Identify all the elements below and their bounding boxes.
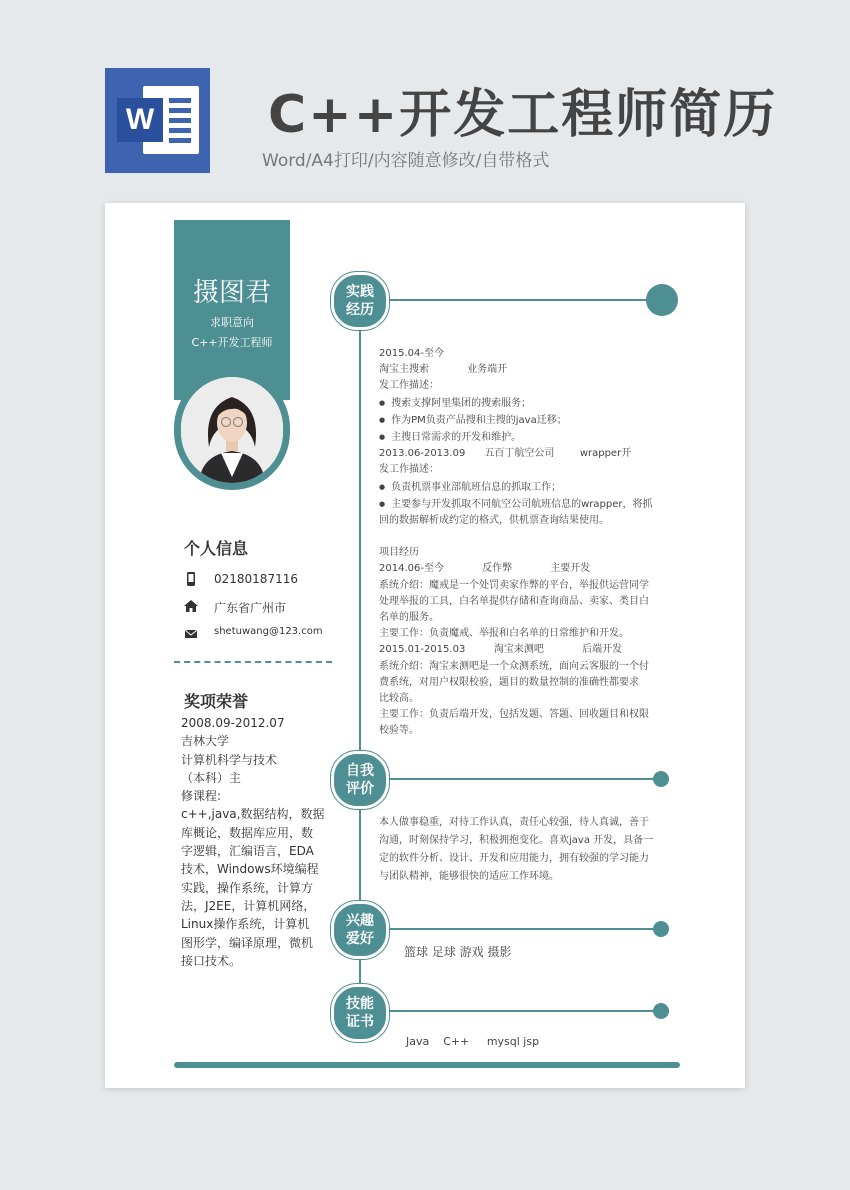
badge-line: 爱好: [346, 931, 374, 947]
experience-line: 2015.01-2015.03 淘宝来测吧 后端开发: [379, 644, 623, 656]
skills-dot: [653, 1003, 669, 1019]
self-eval-dot: [653, 771, 669, 787]
hobbies-rule: [385, 928, 655, 930]
section-divider: [174, 661, 332, 663]
experience-line: 发工作描述：: [379, 464, 439, 476]
experience-line: 主要工作：负责后端开发，包括发题、答题、回收题目和权限: [379, 709, 649, 721]
badge-line: 实践: [346, 284, 374, 300]
experience-line: ● 主要参与开发抓取不同航空公司航班信息的wrapper，将抓: [379, 496, 674, 513]
self-eval-badge: [331, 751, 389, 809]
awards-line: 实践，操作系统，计算方: [181, 880, 314, 895]
self-eval-rule: [385, 778, 655, 780]
experience-line: [379, 529, 674, 545]
awards-line: 2008.09-2012.07: [181, 716, 285, 730]
job-intent-label: 求职意向: [210, 316, 254, 329]
badge-line: 兴趣: [346, 913, 374, 929]
address-text: 广东省广州市: [214, 601, 287, 615]
experience-line: 系统介绍：魔戒是一个处罚卖家作弊的平台，举报供运营同学: [379, 579, 649, 591]
avatar: [181, 377, 283, 483]
experience-line: 校验等。: [379, 725, 419, 737]
job-intent-value: C++开发工程师: [191, 336, 273, 349]
awards-line: 接口技术。: [181, 953, 242, 968]
hobbies-dot: [653, 921, 669, 937]
self-eval-line: 沟通，时刻保持学习，积极拥抱变化。喜欢java 开发，具备一: [379, 835, 654, 846]
self-eval-text: [379, 814, 674, 886]
phone-icon: [184, 572, 198, 586]
experience-line: 2013.06-2013.09 五百丁航空公司 wrapper开: [379, 448, 632, 460]
experience-line: ● 负责机票事业部航班信息的抓取工作；: [379, 479, 674, 496]
personal-info-heading: 个人信息: [184, 539, 249, 558]
experience-line: 比较高。: [379, 693, 419, 705]
candidate-name: 摄图君: [192, 278, 271, 308]
experience-line: 处理举报的工具，白名单提供存储和查询商品、卖家、类目白: [379, 595, 649, 607]
experience-line: 主要工作：负责魔戒、举报和白名单的日常维护和开发。: [379, 628, 629, 640]
awards-line: c++,java,数据结构，数据: [181, 807, 325, 822]
badge-line: 证书: [346, 1014, 374, 1030]
self-eval-line: 本人做事稳重，对待工作认真，责任心较强，待人真诚，善于: [379, 817, 649, 828]
email-text: shetuwang@123.com: [214, 626, 323, 637]
experience-line: 名单的服务。: [379, 612, 439, 624]
awards-text: [181, 714, 325, 970]
badge-line: 经历: [346, 302, 374, 318]
experience-line: 淘宝主搜索 业务端开: [379, 364, 508, 376]
awards-heading: 奖项荣誉: [184, 692, 249, 711]
awards-line: 字逻辑，汇编语言，EDA: [181, 844, 314, 859]
mail-icon: [184, 627, 198, 641]
page-title: C++开发工程师简历: [268, 85, 778, 145]
experience-line: 回的数据解析成约定的格式，供机票查询结果使用。: [379, 515, 609, 527]
hobbies-badge: [331, 901, 389, 959]
experience-line: ● 作为PM负责产品搜和主搜的java迁移；: [379, 412, 674, 429]
home-icon: [184, 599, 198, 613]
skills-text: Java C++ mysql jsp: [406, 1035, 540, 1048]
experience-badge: [331, 272, 389, 330]
experience-line: 系统介绍：淘宝来测吧是一个众测系统，面向云客服的一个付: [379, 660, 649, 672]
experience-dot: [646, 284, 678, 316]
skills-rule: [385, 1010, 655, 1012]
self-eval-line: 定的软件分析、设计、开发和应用能力，拥有较强的学习能力: [379, 853, 649, 864]
badge-line: 评价: [346, 781, 374, 797]
experience-line: 费系统，对用户权限校验，题目的数量控制的准确性都要求: [379, 676, 639, 688]
hobbies-text: 篮球 足球 游戏 摄影: [404, 945, 512, 959]
awards-line: 法，J2EE，计算机网络，: [181, 898, 316, 913]
experience-text: [379, 346, 674, 740]
awards-line: 库概论，数据库应用，数: [181, 825, 314, 840]
skills-badge: [331, 984, 389, 1042]
awards-line: 吉林大学: [181, 734, 230, 749]
awards-line: 修课程:: [181, 789, 222, 804]
self-eval-line: 与团队精神，能够很快的适应工作环境。: [379, 871, 559, 882]
badge-line: 技能: [346, 996, 374, 1012]
experience-line: 2015.04-至今: [379, 348, 444, 359]
phone-text: 02180187116: [214, 572, 298, 586]
experience-line: ● 主搜日常需求的开发和维护。: [379, 429, 674, 446]
awards-line: 图形学，编译原理，微机: [181, 935, 314, 950]
bottom-bar: [174, 1062, 680, 1068]
experience-line: ● 搜索支撑阿里集团的搜索服务；: [379, 395, 674, 412]
page-subtitle: Word/A4打印/内容随意修改/自带格式: [262, 151, 550, 171]
word-logo-icon: [105, 68, 210, 173]
awards-line: Linux操作系统，计算机: [181, 917, 310, 932]
awards-line: 技术，Windows环境编程: [181, 862, 319, 877]
experience-line: 项目经历: [379, 547, 419, 559]
awards-line: 计算机科学与技术: [181, 752, 278, 767]
badge-line: 自我: [346, 763, 374, 779]
experience-line: 发工作描述：: [379, 380, 439, 392]
experience-line: 2014.06-至今 反作弊 主要开发: [379, 563, 591, 575]
awards-line: （本科）主: [181, 770, 242, 785]
word-letter: W: [117, 98, 163, 142]
experience-rule: [385, 299, 650, 301]
